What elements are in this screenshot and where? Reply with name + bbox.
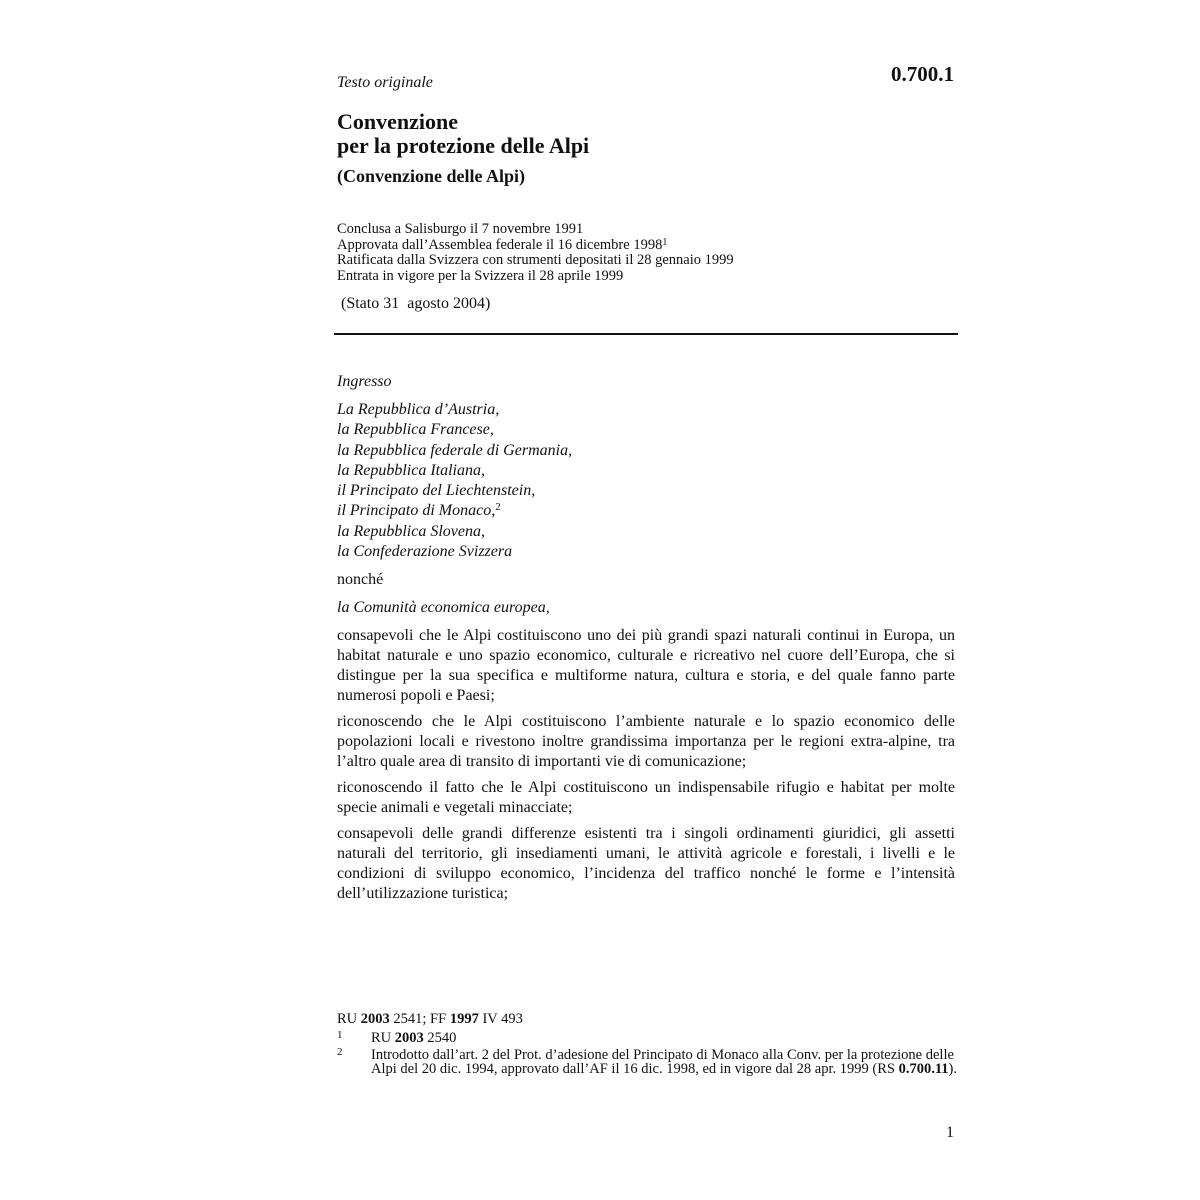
ff-year: 1997 <box>449 1011 479 1027</box>
status-date: (Stato 31 agosto 2004) <box>341 295 491 312</box>
fn2-rs-number[interactable]: 0.700.11 <box>898 1061 949 1077</box>
fn1-year: 2003 <box>394 1030 424 1046</box>
title-line-2: per la protezione delle Alpi <box>337 133 590 158</box>
conjunction: nonché <box>337 571 384 589</box>
preamble-paragraph: riconoscendo il fatto che le Alpi costituiscono un indispensabile rifugio e habitat per molte specie animali e vegetali minacciate; <box>337 779 955 817</box>
footnote-ref-1[interactable]: 1 <box>662 236 668 248</box>
community-party: la Comunità economica europea, <box>337 599 550 617</box>
page-number: 1 <box>946 1124 954 1141</box>
meta-approved-text: Approvata dall’Assemblea federale il 16 dicembre 1998 <box>337 236 663 253</box>
party-item: La Repubblica d’Austria, <box>337 401 500 418</box>
fn1-page: 2540 <box>427 1030 457 1046</box>
document-subtitle: (Convenzione delle Alpi) <box>337 166 525 186</box>
party-monaco: il Principato di Monaco, <box>337 502 496 520</box>
fn2-text: Introdotto dall’art. 2 del Prot. d’adesione del Principato di Monaco alla Conv. per la protezione delle Alpi del 20 dic. 1994, approvato dall’AF il 16 dic. 1998, ed in vigore dal 28 apr. 1999 (RS <box>371 1046 954 1077</box>
meta-approved <box>337 238 734 254</box>
party-item: la Repubblica federale di Germania, <box>337 441 573 459</box>
ru-prefix: RU <box>337 1011 358 1027</box>
meta-concluded: Conclusa a Salisburgo il 7 novembre 1991 <box>337 221 584 237</box>
original-text-label: Testo originale <box>337 74 433 91</box>
parties-list <box>337 400 955 562</box>
header-divider <box>334 333 958 335</box>
party-item <box>337 501 955 521</box>
party-item: il Principato del Liechtenstein, <box>337 482 536 500</box>
fn1-prefix: RU <box>371 1030 392 1046</box>
party-item: la Confederazione Svizzera <box>337 543 513 561</box>
document-title <box>337 110 589 158</box>
party-item: la Repubblica Slovena, <box>337 522 485 540</box>
footnote-2 <box>337 1045 957 1077</box>
meta-in-force: Entrata in vigore per la Svizzera il 28 aprile 1999 <box>337 267 624 284</box>
preamble-paragraph: consapevoli che le Alpi costituiscono uno dei più grandi spazi naturali continui in Europa, un habitat naturale e uno spazio economico, culturale e ricreativo nel cuore dell’Europa, che si distingue per la sua specifica e multiforme natura, cultura e storia, e del quale fanno parte numerosi popoli e Paesi; <box>337 627 955 705</box>
preamble-heading: Ingresso <box>337 373 392 390</box>
title-line-1: Convenzione <box>337 109 458 134</box>
document-metadata <box>337 222 734 284</box>
footnotes <box>337 1031 957 1079</box>
party-item: la Repubblica Francese, <box>337 421 494 439</box>
footnote-1 <box>337 1031 957 1046</box>
preamble-paragraph: riconoscendo che le Alpi costituiscono l’ambiente naturale e lo spazio economico delle popolazioni locali e rivestono inoltre grandissima importanza per le regioni extra-alpine, tra l’altro quale area di transito di importanti vie di comunicazione; <box>337 713 955 771</box>
party-item: la Repubblica Italiana, <box>337 461 485 479</box>
meta-ratified: Ratificata dalla Svizzera con strumenti depositati il 28 gennaio 1999 <box>337 252 734 268</box>
document-number: 0.700.1 <box>891 62 954 86</box>
footnote-number: 1 <box>337 1029 343 1041</box>
footnote-ref-2[interactable]: 2 <box>495 501 501 514</box>
ru-page: 2541; FF <box>393 1011 447 1027</box>
preamble <box>337 372 955 910</box>
footnote-number: 2 <box>337 1045 343 1058</box>
fn2-close: ). <box>948 1061 957 1077</box>
ff-rest: IV 493 <box>482 1011 523 1027</box>
preamble-paragraph: consapevoli delle grandi differenze esistenti tra i singoli ordinamenti giuridici, gli assetti naturali del territorio, gli insediamenti umani, le attività agricole e forestali, i livelli e le condizioni di sviluppo economico, l’incidenza del traffico nonché le forme e l’intensità dell’utilizzazione turistica; <box>337 825 955 903</box>
ru-year: 2003 <box>360 1011 390 1027</box>
official-references <box>337 1011 523 1028</box>
